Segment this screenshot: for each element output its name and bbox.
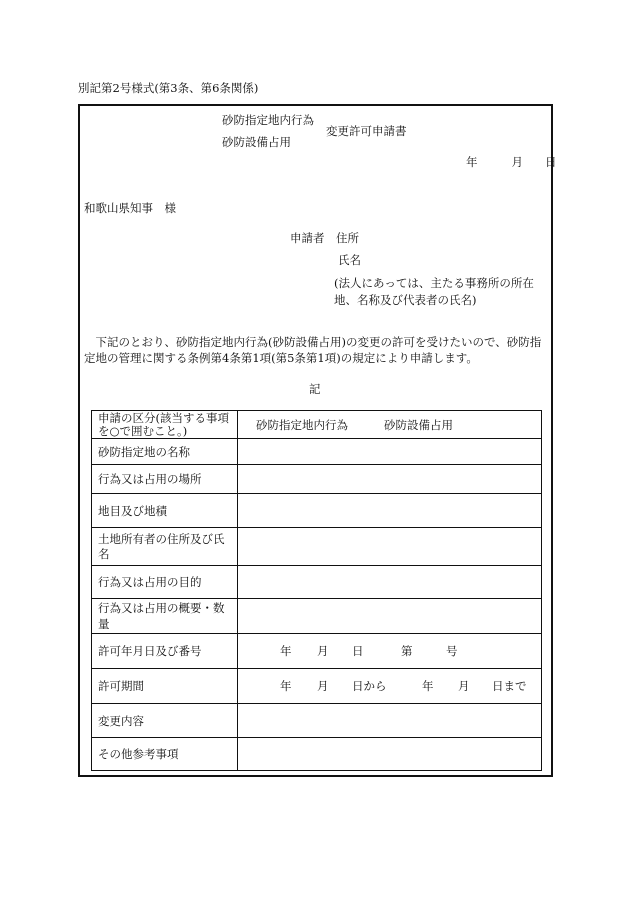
table-row [92, 738, 542, 771]
date-year-label: 年 [466, 155, 478, 169]
table-row [92, 411, 542, 439]
table-row [92, 494, 542, 528]
form-number-note: 別記第2号様式(第3条、第6条関係) [78, 81, 259, 95]
table-row [92, 439, 542, 465]
row-label-category: 申請の区分(該当する事項 を○で囲むこと。) [92, 411, 238, 439]
application-kind-2: 砂防設備占用 [222, 135, 291, 149]
date-line [466, 154, 557, 170]
corporation-note-line2: 地、名称及び代表者の氏名) [334, 293, 477, 307]
row-label-location: 行為又は占用の場所 [92, 465, 238, 494]
addressee: 和歌山県知事 様 [84, 201, 176, 215]
row-value-other-notes[interactable] [238, 738, 542, 771]
row-value-category[interactable] [238, 411, 542, 439]
row-value-landowner[interactable] [238, 528, 542, 566]
corporation-note-line1: (法人にあっては、主たる事務所の所在 [334, 276, 534, 290]
row-label-permit-period: 許可期間 [92, 669, 238, 704]
row-value-area-name[interactable] [238, 439, 542, 465]
applicant-address-label: 申請者 住所 [290, 231, 359, 245]
table-row [92, 465, 542, 494]
row-value-outline[interactable] [238, 599, 542, 634]
row-value-land-category[interactable] [238, 494, 542, 528]
row-label-landowner: 土地所有者の住所及び氏 名 [92, 528, 238, 566]
ki-heading: 記 [309, 382, 321, 396]
date-day-label: 日 [545, 155, 557, 169]
form-title: 変更許可申請書 [326, 124, 407, 138]
row-label-purpose: 行為又は占用の目的 [92, 566, 238, 599]
table-row [92, 599, 542, 634]
category-option-2[interactable]: 砂防設備占用 [384, 417, 453, 432]
body-text: 下記のとおり、砂防指定地内行為(砂防設備占用)の変更の許可を受けたいので、砂防指定地の管理に関する条例第4条第1項(第5条第1項)の規定により申請します。 [84, 335, 542, 365]
row-label-area-name: 砂防指定地の名称 [92, 439, 238, 465]
table-row [92, 669, 542, 704]
row-label-permit-date-number: 許可年月日及び番号 [92, 634, 238, 669]
row-value-changes[interactable] [238, 704, 542, 738]
row-value-location[interactable] [238, 465, 542, 494]
applicant-name-label: 氏名 [338, 253, 361, 267]
table-row [92, 528, 542, 566]
row-label-other-notes: その他参考事項 [92, 738, 238, 771]
row-label-outline: 行為又は占用の概要・数量 [92, 599, 238, 634]
row-label-changes: 変更内容 [92, 704, 238, 738]
table-row [92, 704, 542, 738]
detail-table [91, 410, 542, 771]
application-kind-1: 砂防指定地内行為 [222, 113, 314, 127]
row-label-land-category: 地目及び地積 [92, 494, 238, 528]
row-value-permit-period[interactable]: 年 月 日から 年 月 日まで [238, 669, 542, 704]
date-month-label: 月 [511, 155, 523, 169]
row-value-purpose[interactable] [238, 566, 542, 599]
table-row [92, 634, 542, 669]
row-value-permit-date-number[interactable]: 年 月 日 第 号 [238, 634, 542, 669]
category-option-1[interactable]: 砂防指定地内行為 [256, 417, 348, 432]
table-row [92, 566, 542, 599]
